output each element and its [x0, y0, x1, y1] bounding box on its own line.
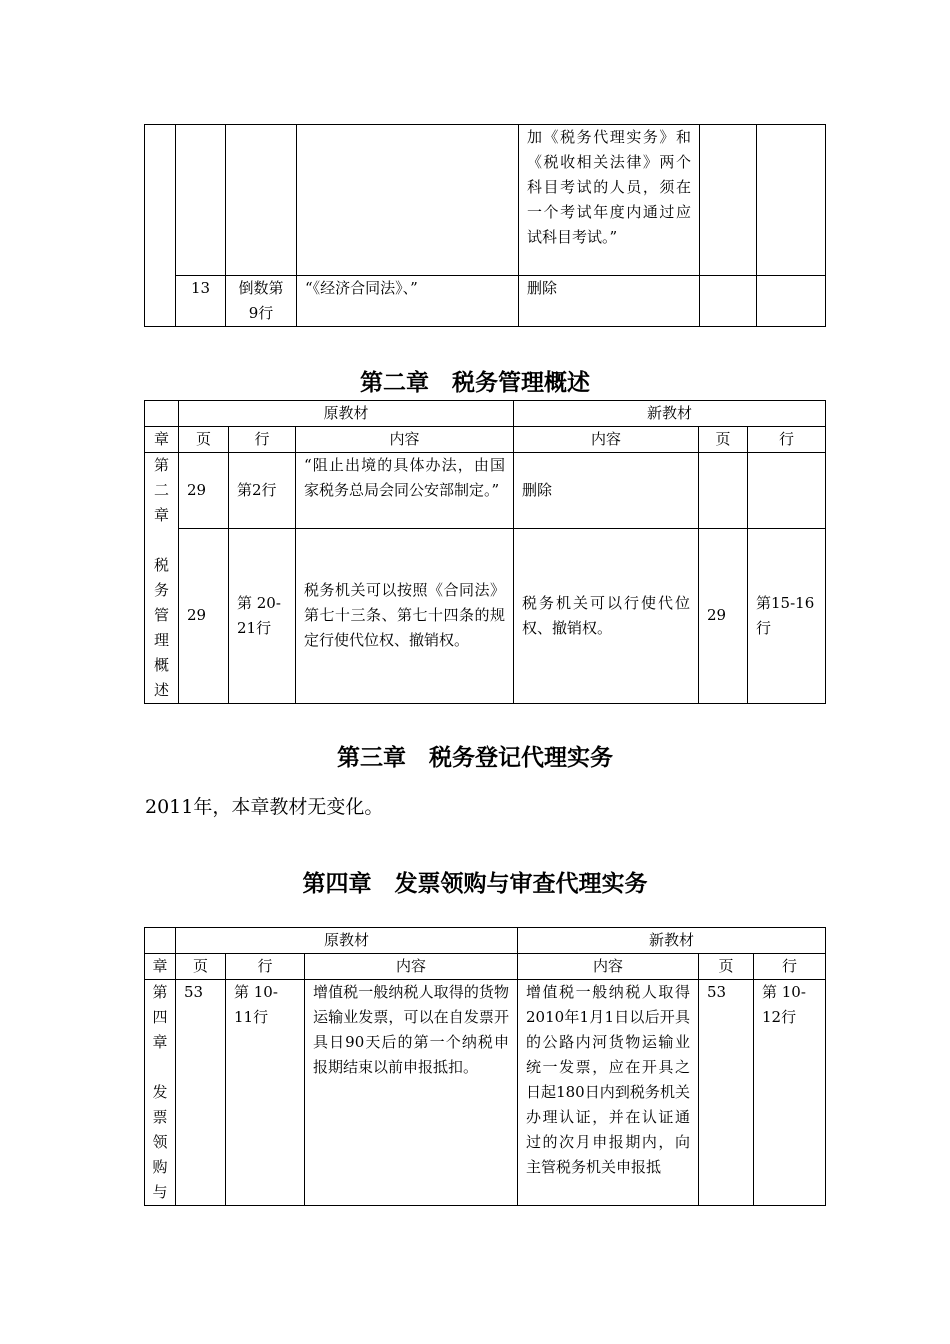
- page-cell: 53: [176, 980, 226, 1206]
- line-cell: 第 20-21行: [229, 528, 296, 703]
- chapter3-note: 2011年，本章教材无变化。: [145, 796, 384, 818]
- chapter3-title: 第三章 税务登记代理实务: [337, 745, 613, 771]
- header-line: 行: [229, 427, 296, 453]
- chapter2-title: 第二章 税务管理概述: [360, 370, 590, 396]
- line-cell: 第2行: [229, 453, 296, 529]
- header-content: 内容: [305, 954, 518, 980]
- new-line-cell: 第15-16行: [748, 528, 826, 703]
- old-content-cell: 税务机关可以按照《合同法》第七十三条、第七十四条的规定行使代位权、撤销权。: [296, 528, 514, 703]
- header-page-new: 页: [699, 427, 748, 453]
- page-cell: 13: [176, 276, 226, 327]
- line-cell: 倒数第9行: [226, 276, 297, 327]
- chapter-cell: [145, 125, 176, 327]
- header-page: 页: [176, 954, 226, 980]
- table-chapter4: [144, 927, 826, 1206]
- line-cell: 第 10-11行: [226, 980, 305, 1206]
- chapter-cell: [145, 453, 179, 704]
- new-page-cell: 53: [699, 980, 754, 1206]
- chapter-cell: [145, 980, 176, 1206]
- page-cell: 29: [179, 453, 229, 529]
- header-page-new: 页: [699, 954, 754, 980]
- new-line-cell: 第 10-12行: [754, 980, 826, 1206]
- header-original: 原教材: [176, 928, 518, 954]
- new-content-cell: 删除: [514, 453, 699, 529]
- header-line-new: 行: [748, 427, 826, 453]
- header-content-new: 内容: [518, 954, 699, 980]
- header-new: 新教材: [518, 928, 826, 954]
- new-content-cell: 税务机关可以行使代位权、撤销权。: [514, 528, 699, 703]
- header-chapter: 章: [145, 427, 179, 453]
- header-page: 页: [179, 427, 229, 453]
- table-chapter2: [144, 400, 826, 704]
- header-content: 内容: [296, 427, 514, 453]
- new-page-cell: 29: [699, 528, 748, 703]
- old-content-cell: “《经济合同法》、”: [297, 276, 519, 327]
- page-cell: 29: [179, 528, 229, 703]
- old-content-cell: 增值税一般纳税人取得的货物运输业发票，可以在自发票开具日90天后的第一个纳税申报期结束以前申报抵扣。: [305, 980, 518, 1206]
- old-content-cell: “阻止出境的具体办法，由国家税务总局会同公安部制定。”: [296, 453, 514, 529]
- header-chapter: 章: [145, 954, 176, 980]
- new-content-cell: 删除: [519, 276, 700, 327]
- table-continuation: [144, 124, 826, 327]
- chapter-cell-text: 第 四 章 发 票 领 购 与: [152, 983, 168, 1201]
- new-content-cell: 增值税一般纳税人取得2010年1月1日以后开具的公路内河货物运输业统一发票，应在开具之日起180日内到税务机关办理认证，并在认证通过的次月申报期内，向主管税务机关申报抵: [518, 980, 699, 1206]
- header-new: 新教材: [514, 401, 826, 427]
- new-content-cell: 加《税务代理实务》和《税收相关法律》两个科目考试的人员，须在一个考试年度内通过应试科目考试。”: [519, 125, 700, 276]
- header-original: 原教材: [179, 401, 514, 427]
- header-line: 行: [226, 954, 305, 980]
- chapter4-title: 第四章 发票领购与审查代理实务: [302, 871, 648, 897]
- header-line-new: 行: [754, 954, 826, 980]
- chapter-cell-text: 第 二 章 税 务 管 理 概 述: [154, 456, 170, 699]
- header-content-new: 内容: [514, 427, 699, 453]
